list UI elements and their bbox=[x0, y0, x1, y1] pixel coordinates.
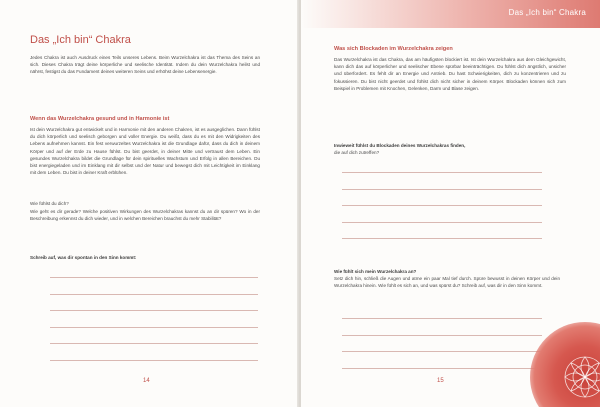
writing-line[interactable] bbox=[342, 189, 542, 190]
writing-line[interactable] bbox=[342, 351, 542, 352]
writing-line[interactable] bbox=[342, 222, 542, 223]
writing-prompt-2-text: Setz dich hin, schließ die Augen und atme ein paar Mal tief durch. Spüre bewusst in deinen Körper und dein Wurzelchakra hinein. Wie fühlt es sich an, und was spürst du? Schreib auf, was dir in den Sinn kommt. bbox=[334, 276, 560, 289]
question-intro: Wie fühlst du dich? bbox=[30, 201, 69, 206]
section-heading-right: Was sich Blockaden im Wurzelchakra zeigen bbox=[334, 46, 453, 52]
section-paragraph-right: Das Wurzelchakra ist das Chakra, das am häufigsten blockiert ist. Ist dein Wurzelchakra aus dem Gleichgewicht, kann dich das auf körperlicher und seelischer Ebene spürbar beeinträchtigen. Du fühlst dich ängstlich, unsicher und überfordert. Es fehlt dir an Energie und Antrieb. Du hast Schwierigkeiten, dich zu konzentrieren und zu fokussieren. Du bist nicht geerdet und fühlst dich nicht sicher in deinem Körper. Blockaden können sich zum Beispiel in Problemen mit Knochen, Gelenken, Darm und Blase zeigen. bbox=[334, 57, 566, 91]
writing-prompt-2: Wie fühlt sich mein Wurzelchakra an? bbox=[334, 269, 417, 274]
writing-line[interactable] bbox=[342, 238, 542, 239]
writing-line[interactable] bbox=[342, 318, 542, 319]
writing-lines-right-2[interactable] bbox=[342, 318, 542, 384]
writing-line[interactable] bbox=[50, 310, 258, 311]
section-heading: Wenn das Wurzelchakra gesund und in Harmonie ist bbox=[30, 116, 170, 122]
writing-line[interactable] bbox=[50, 327, 258, 328]
writing-line[interactable] bbox=[50, 360, 258, 361]
writing-prompt-1: Inwieweit fühlst du Blockaden deines Wurzelchakras finden, bbox=[334, 143, 466, 148]
writing-line[interactable] bbox=[342, 335, 542, 336]
mandala-icon bbox=[530, 322, 600, 407]
writing-lines-left[interactable] bbox=[50, 277, 258, 376]
section-paragraph: Ist dein Wurzelchakra gut entwickelt und in Harmonie mit den anderen Chakren, ist es ausgeglichen. Dann fühlst du dich körperlich und seelisch geborgen und voller Energie. Du weißt, dass du es mit den Widrigkeiten des Lebens aufnehmen kannst. Ein fest verwurzeltes Wurzelchakra ist die Grundlage dafür, dass du dich in deinem Körper und auf der Erde zu Hause fühlst. Du bist geerdet, in deiner Mitte und vertraust dem Leben. Ein gesundes Wurzelchakra bildet die Grundlage für dein spirituelles Wachstum und Erfolg in allen Bereichen. Du bist energiegeladen und im Einklang mit dir selbst und der Natur und bewegst dich mit Leichtigkeit im Einklang mit dem Leben. Du bist in deiner Kraft erblühen. bbox=[30, 127, 260, 176]
writing-line[interactable] bbox=[342, 205, 542, 206]
running-header: Das „Ich bin“ Chakra bbox=[508, 8, 586, 17]
writing-prompt: Schreib auf, was dir spontan in den Sinn kommt: bbox=[30, 255, 137, 260]
intro-paragraph: Jedes Chakra ist auch Ausdruck eines Teils unseres Lebens. Beim Wurzelchakra ist das Thema des Seins an sich. Dieses Chakra trägt deine körperliche und seelische Identität. Indem du dein Wurzelchakra heilst und nährst, festigst du das Fundament deines weiteren Seins und erhöhst deine Lebensenergie. bbox=[30, 55, 260, 75]
writing-line[interactable] bbox=[50, 343, 258, 344]
page-title: Das „Ich bin“ Chakra bbox=[30, 34, 131, 46]
header-band bbox=[301, 0, 600, 28]
writing-line[interactable] bbox=[50, 277, 258, 278]
writing-line[interactable] bbox=[342, 368, 542, 369]
writing-lines-right-1[interactable] bbox=[342, 172, 542, 255]
page-number-right: 15 bbox=[437, 378, 444, 384]
writing-prompt-1b: die auf dich zutreffen? bbox=[334, 150, 380, 155]
page-number-left: 14 bbox=[143, 378, 150, 384]
question-paragraph: Wie geht es dir gerade? Welche positiven Wirkungen des Wurzelchakras kannst du an dir spüren? Wo in der Beschreibung erkennst du dich wieder, und in welchen Bereichen brauchst du mehr Stabilität? bbox=[30, 209, 260, 222]
writing-line[interactable] bbox=[342, 172, 542, 173]
writing-line[interactable] bbox=[50, 294, 258, 295]
